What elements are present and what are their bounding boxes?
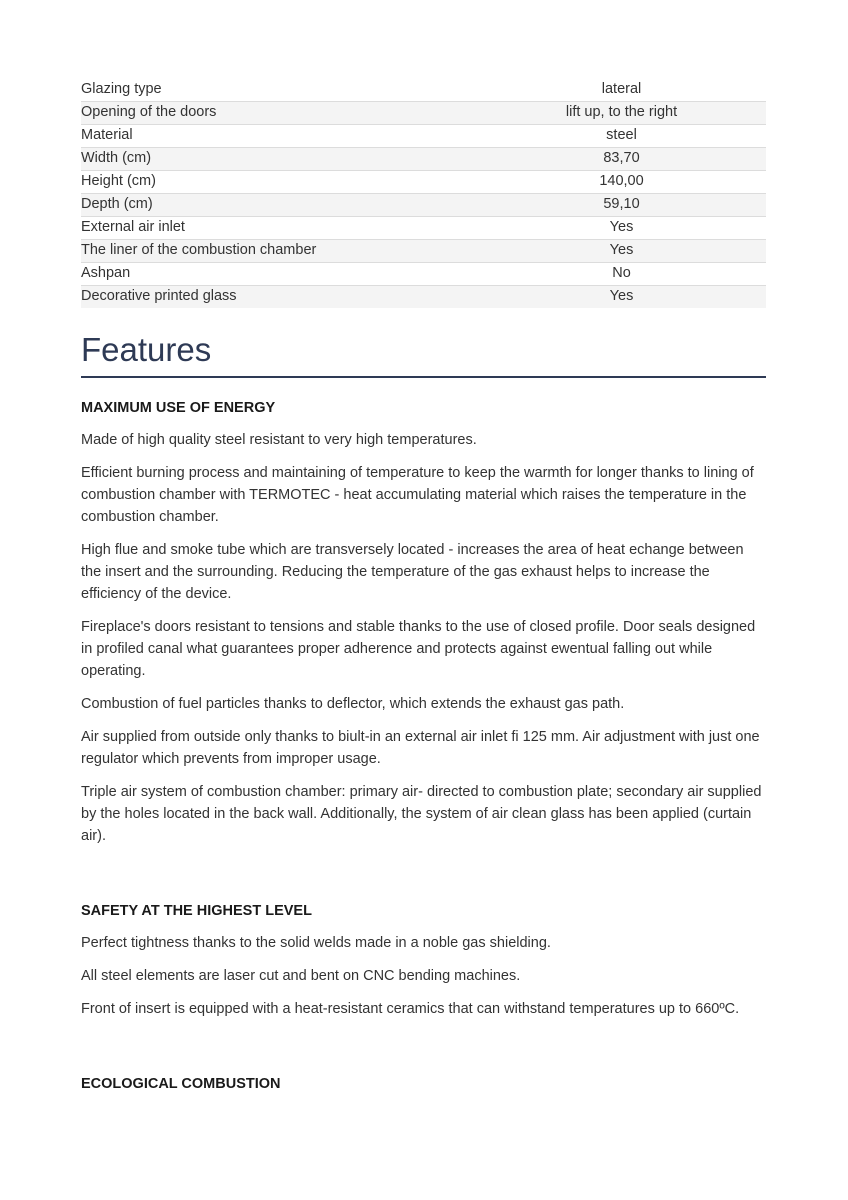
- table-row: [81, 262, 766, 285]
- energy-paragraph: Combustion of fuel particles thanks to deflector, which extends the exhaust gas path.: [81, 696, 625, 712]
- safety-paragraph: All steel elements are laser cut and bent on CNC bending machines.: [81, 968, 521, 984]
- spec-label: Depth (cm): [81, 193, 477, 216]
- section-spacer: [81, 1020, 766, 1054]
- spec-label: External air inlet: [81, 216, 477, 239]
- table-row: [81, 170, 766, 193]
- spec-value: lateral: [601, 80, 642, 97]
- spec-value: Yes: [477, 285, 766, 308]
- energy-paragraph: Made of high quality steel resistant to very high temperatures.: [81, 432, 477, 448]
- title-divider: [81, 376, 766, 378]
- ecological-section: [81, 1074, 766, 1094]
- section-spacer: [81, 847, 766, 881]
- spec-value: steel: [477, 124, 766, 147]
- table-row: [81, 147, 766, 170]
- spec-label: Decorative printed glass: [81, 285, 477, 308]
- table-row: [81, 285, 766, 308]
- spec-value: No: [477, 262, 766, 285]
- spec-label: Ashpan: [81, 262, 477, 285]
- energy-paragraph: High flue and smoke tube which are transversely located - increases the area of heat echange between the insert and the surrounding. Reducing the temperature of the gas exhaust helps to increase the efficiency of the device.: [81, 542, 744, 602]
- safety-heading: SAFETY AT THE HIGHEST LEVEL: [81, 903, 312, 919]
- spec-label: Width (cm): [81, 147, 477, 170]
- spec-label: Glazing type: [81, 80, 162, 97]
- spec-label: Opening of the doors: [81, 101, 477, 124]
- safety-paragraph: Perfect tightness thanks to the solid welds made in a noble gas shielding.: [81, 935, 551, 951]
- spec-label: Material: [81, 124, 477, 147]
- spec-value: 140,00: [477, 170, 766, 193]
- safety-section: [81, 901, 766, 1020]
- energy-section: [81, 398, 766, 847]
- safety-paragraph: Front of insert is equipped with a heat-resistant ceramics that can withstand temperatures up to 660ºC.: [81, 1001, 740, 1017]
- energy-paragraph: Triple air system of combustion chamber: primary air- directed to combustion plate; secondary air supplied by the holes located in the back wall. Additionally, the system of air clean glass has been applied (curtain air).: [81, 784, 762, 844]
- spec-value: Yes: [477, 216, 766, 239]
- spec-value: 59,10: [477, 193, 766, 216]
- table-row: [81, 101, 766, 124]
- energy-heading: MAXIMUM USE OF ENERGY: [81, 400, 276, 416]
- spec-value: lift up, to the right: [477, 101, 766, 124]
- document-page: [81, 78, 766, 1094]
- table-row: [81, 78, 766, 101]
- energy-paragraph: Fireplace's doors resistant to tensions and stable thanks to the use of closed profile. Door seals designed in profiled canal what guarantees proper adherence and protects against ewentual falling out while operating.: [81, 619, 756, 679]
- specifications-table: [81, 78, 766, 308]
- table-row: [81, 216, 766, 239]
- ecological-heading: ECOLOGICAL COMBUSTION: [81, 1076, 281, 1092]
- energy-paragraph: Air supplied from outside only thanks to biult-in an external air inlet fi 125 mm. Air adjustment with just one regulator which prevents from improper usage.: [81, 729, 760, 767]
- table-row: [81, 239, 766, 262]
- table-row: [81, 193, 766, 216]
- spec-value: Yes: [477, 239, 766, 262]
- spec-label: Height (cm): [81, 170, 477, 193]
- features-title: Features: [81, 331, 212, 368]
- spec-value: 83,70: [477, 147, 766, 170]
- energy-paragraph: Efficient burning process and maintaining of temperature to keep the warmth for longer thanks to lining of combustion chamber with TERMOTEC - heat accumulating material which raises the temperature in the combustion chamber.: [81, 465, 754, 525]
- spec-label: The liner of the combustion chamber: [81, 239, 477, 262]
- table-row: [81, 124, 766, 147]
